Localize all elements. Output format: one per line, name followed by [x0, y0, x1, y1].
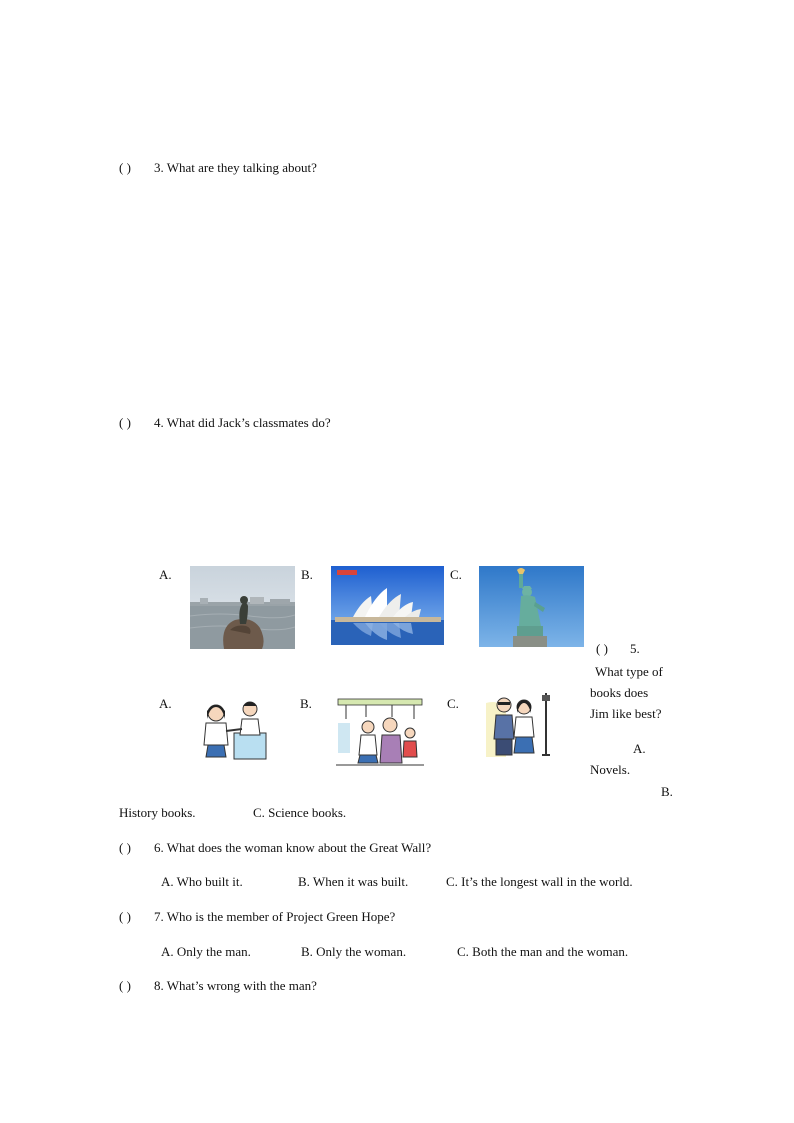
q5-number: 5.: [630, 641, 640, 656]
q5-option-a-label: A.: [633, 741, 646, 756]
q5-option-b-text[interactable]: History books.: [119, 805, 196, 820]
sydney-opera-house-photo[interactable]: [331, 566, 444, 645]
q5-question-line1: What type of: [595, 664, 663, 679]
q8-question: 8. What’s wrong with the man?: [154, 978, 317, 993]
q5-option-a-text[interactable]: Novels.: [590, 762, 631, 777]
q6-option-b[interactable]: B. When it was built.: [298, 874, 409, 889]
q5-question-line3: Jim like best?: [590, 706, 662, 721]
q6-answer-blank[interactable]: ( ): [119, 840, 131, 855]
q5-answer-blank[interactable]: ( ): [596, 641, 608, 656]
row1-option-c-label: C.: [450, 567, 462, 582]
students-donating-illustration[interactable]: [198, 693, 272, 763]
q4-question: 4. What did Jack’s classmates do?: [154, 415, 331, 430]
bus-scene-illustration[interactable]: [336, 697, 424, 769]
q7-answer-blank[interactable]: ( ): [119, 909, 131, 924]
q8-answer-blank[interactable]: ( ): [119, 978, 131, 993]
row2-option-b-label: B.: [300, 696, 312, 711]
q4-answer-blank[interactable]: ( ): [119, 415, 131, 430]
q6-option-a[interactable]: A. Who built it.: [161, 874, 243, 889]
q6-option-c[interactable]: C. It’s the longest wall in the world.: [446, 874, 633, 889]
q5-option-c[interactable]: C. Science books.: [253, 805, 347, 820]
q7-option-a[interactable]: A. Only the man.: [161, 944, 251, 959]
q3-question: 3. What are they talking about?: [154, 160, 317, 175]
row2-option-c-label: C.: [447, 696, 459, 711]
q7-option-b[interactable]: B. Only the woman.: [301, 944, 407, 959]
q5-option-b-label: B.: [661, 784, 673, 799]
statue-of-liberty-photo[interactable]: [479, 566, 584, 647]
q7-question: 7. Who is the member of Project Green Hope?: [154, 909, 396, 924]
q6-question: 6. What does the woman know about the Great Wall?: [154, 840, 432, 855]
little-mermaid-photo[interactable]: [190, 566, 295, 649]
q7-option-c[interactable]: C. Both the man and the woman.: [457, 944, 629, 959]
q3-answer-blank[interactable]: ( ): [119, 160, 131, 175]
q5-question-line2: books does: [590, 685, 649, 700]
row2-option-a-label: A.: [159, 696, 172, 711]
man-and-woman-illustration[interactable]: [480, 689, 555, 759]
row1-option-b-label: B.: [301, 567, 313, 582]
row1-option-a-label: A.: [159, 567, 172, 582]
